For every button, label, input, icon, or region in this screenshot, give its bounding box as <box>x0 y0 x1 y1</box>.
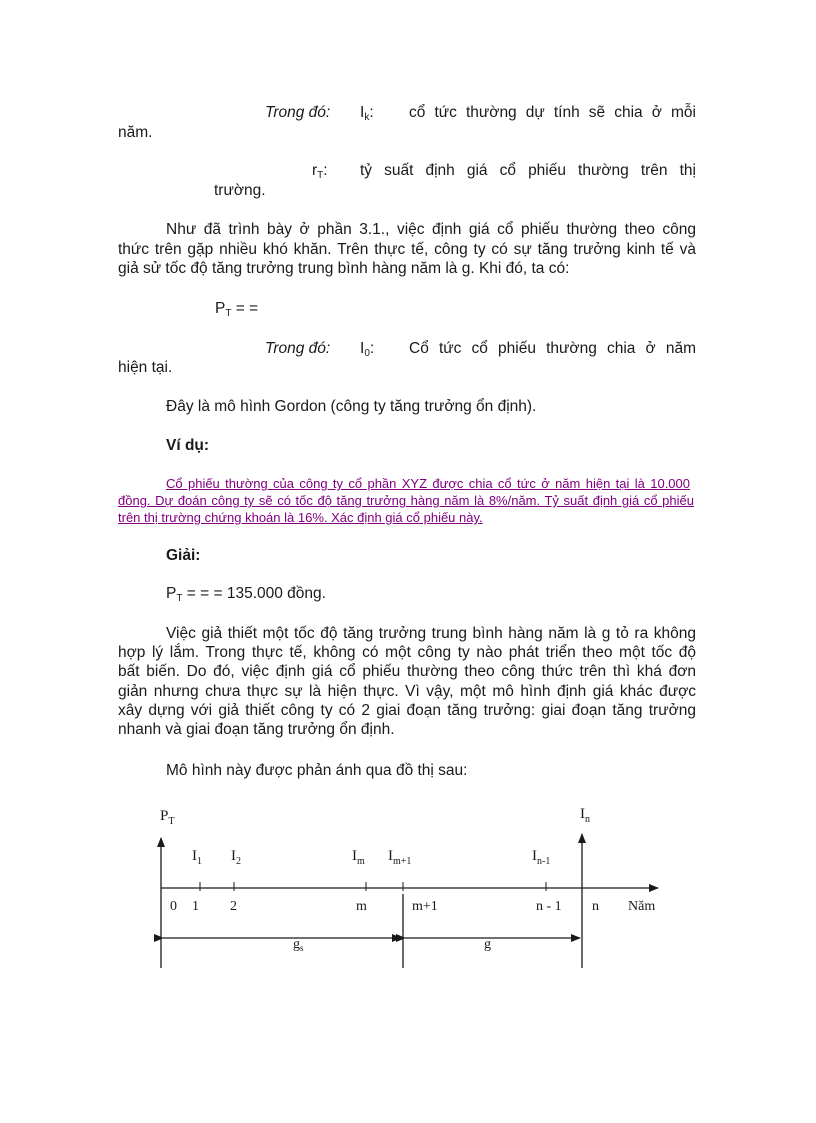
where-lead-3: Trong đó: <box>265 340 331 357</box>
high-growth-label: $g_s$ <box>293 937 304 953</box>
diagram-intro: Mô hình này được phản ánh qua đồ thị sau: <box>166 762 468 779</box>
example-heading: Ví dụ: <box>166 437 210 454</box>
paragraph-2-line: nhanh và giai đoạn tăng trưởng ổn định. <box>118 721 395 738</box>
paragraph-2-line: bất biến. Do đó, việc định giá cổ phiếu thường theo công thức trên thì khá đơn <box>118 663 696 680</box>
dividend-label: $I_2$ <box>231 848 241 867</box>
example-line: Cổ phiếu thường của công ty cổ phần XYZ được chia cổ tức ở năm hiện tại là 10.000 <box>166 476 690 491</box>
tick-label: 1 <box>192 899 199 914</box>
paragraph-2-line: xây dựng với giả thiết công ty có 2 giai đoạn tăng trưởng: giai đoạn tăng trưởng <box>118 702 696 719</box>
symbol-rt: $r_T$: <box>312 162 328 181</box>
where-lead-1: Trong đó: <box>265 104 331 121</box>
paragraph-2-line: Việc giả thiết một tốc độ tăng trưởng trung bình hàng năm là g tỏ ra không <box>166 625 696 642</box>
tick-label: n - 1 <box>536 899 562 914</box>
left-axis-label: $P_T$ <box>160 808 175 827</box>
right-axis-label: $I_n$ <box>580 806 590 825</box>
where-text-3: Cổ tức cổ phiếu thường chia ở năm <box>409 340 696 357</box>
where-text-1: cổ tức thường dự tính sẽ chia ở mỗi <box>409 104 696 121</box>
dividend-label: $I_m$ <box>352 848 365 867</box>
formula-pt-2: $P_T$ = = = 135.000 đồng. <box>166 585 326 604</box>
stable-growth-label: g <box>484 937 491 952</box>
paragraph-1-line: giả sử tốc độ tăng trưởng trung bình hàng năm là g. Khi đó, ta có: <box>118 260 570 277</box>
gordon-sentence: Đây là mô hình Gordon (công ty tăng trưởng ổn định). <box>166 398 537 415</box>
paragraph-2-line: hợp lý lắm. Trong thực tế, không có một công ty nào phát triển theo một tốc độ <box>118 644 696 661</box>
tick-label: n <box>592 899 599 914</box>
paragraph-2-line: giản nhưng chưa thực sự là hiện thực. Vì vậy, một mô hình định giá khác được <box>118 683 696 700</box>
solution-heading: Giải: <box>166 547 201 564</box>
dividend-timeline-diagram <box>150 798 670 970</box>
tick-label: m+1 <box>412 899 438 914</box>
paragraph-1-line: Như đã trình bày ở phần 3.1., việc định giá cổ phiếu thường theo công <box>166 221 696 238</box>
symbol-i0: $I_0$: <box>360 340 375 359</box>
formula-pt-1: $P_T$ = = <box>215 300 259 319</box>
tick-label: m <box>356 899 367 914</box>
where-text-2: tỷ suất định giá cổ phiếu thường trên thị <box>360 162 696 179</box>
dividend-label: $I_1$ <box>192 848 202 867</box>
symbol-ik: $I_k$: <box>360 104 374 123</box>
axis-unit-label: Năm <box>628 899 656 914</box>
paragraph-1-line: thức trên gặp nhiều khó khăn. Trên thực tế, công ty có sự tăng trưởng kinh tế và <box>118 241 696 258</box>
tick-label: 0 <box>170 899 177 914</box>
tick-label: 2 <box>230 899 237 914</box>
where-cont-1: năm. <box>118 124 153 141</box>
dividend-label: $I_{m+1}$ <box>388 848 412 867</box>
example-line: trên thị trường chứng khoán là 16%. Xác định giá cổ phiếu này. <box>118 510 483 525</box>
where-cont-3: hiện tại. <box>118 359 173 376</box>
dividend-label: $I_{n-1}$ <box>532 848 551 867</box>
where-cont-2: trường. <box>214 182 266 199</box>
example-line: đồng. Dự đoán công ty sẽ có tốc độ tăng trưởng hàng năm là 8%/năm. Tỷ suất định giá cổ phiếu <box>118 493 694 508</box>
